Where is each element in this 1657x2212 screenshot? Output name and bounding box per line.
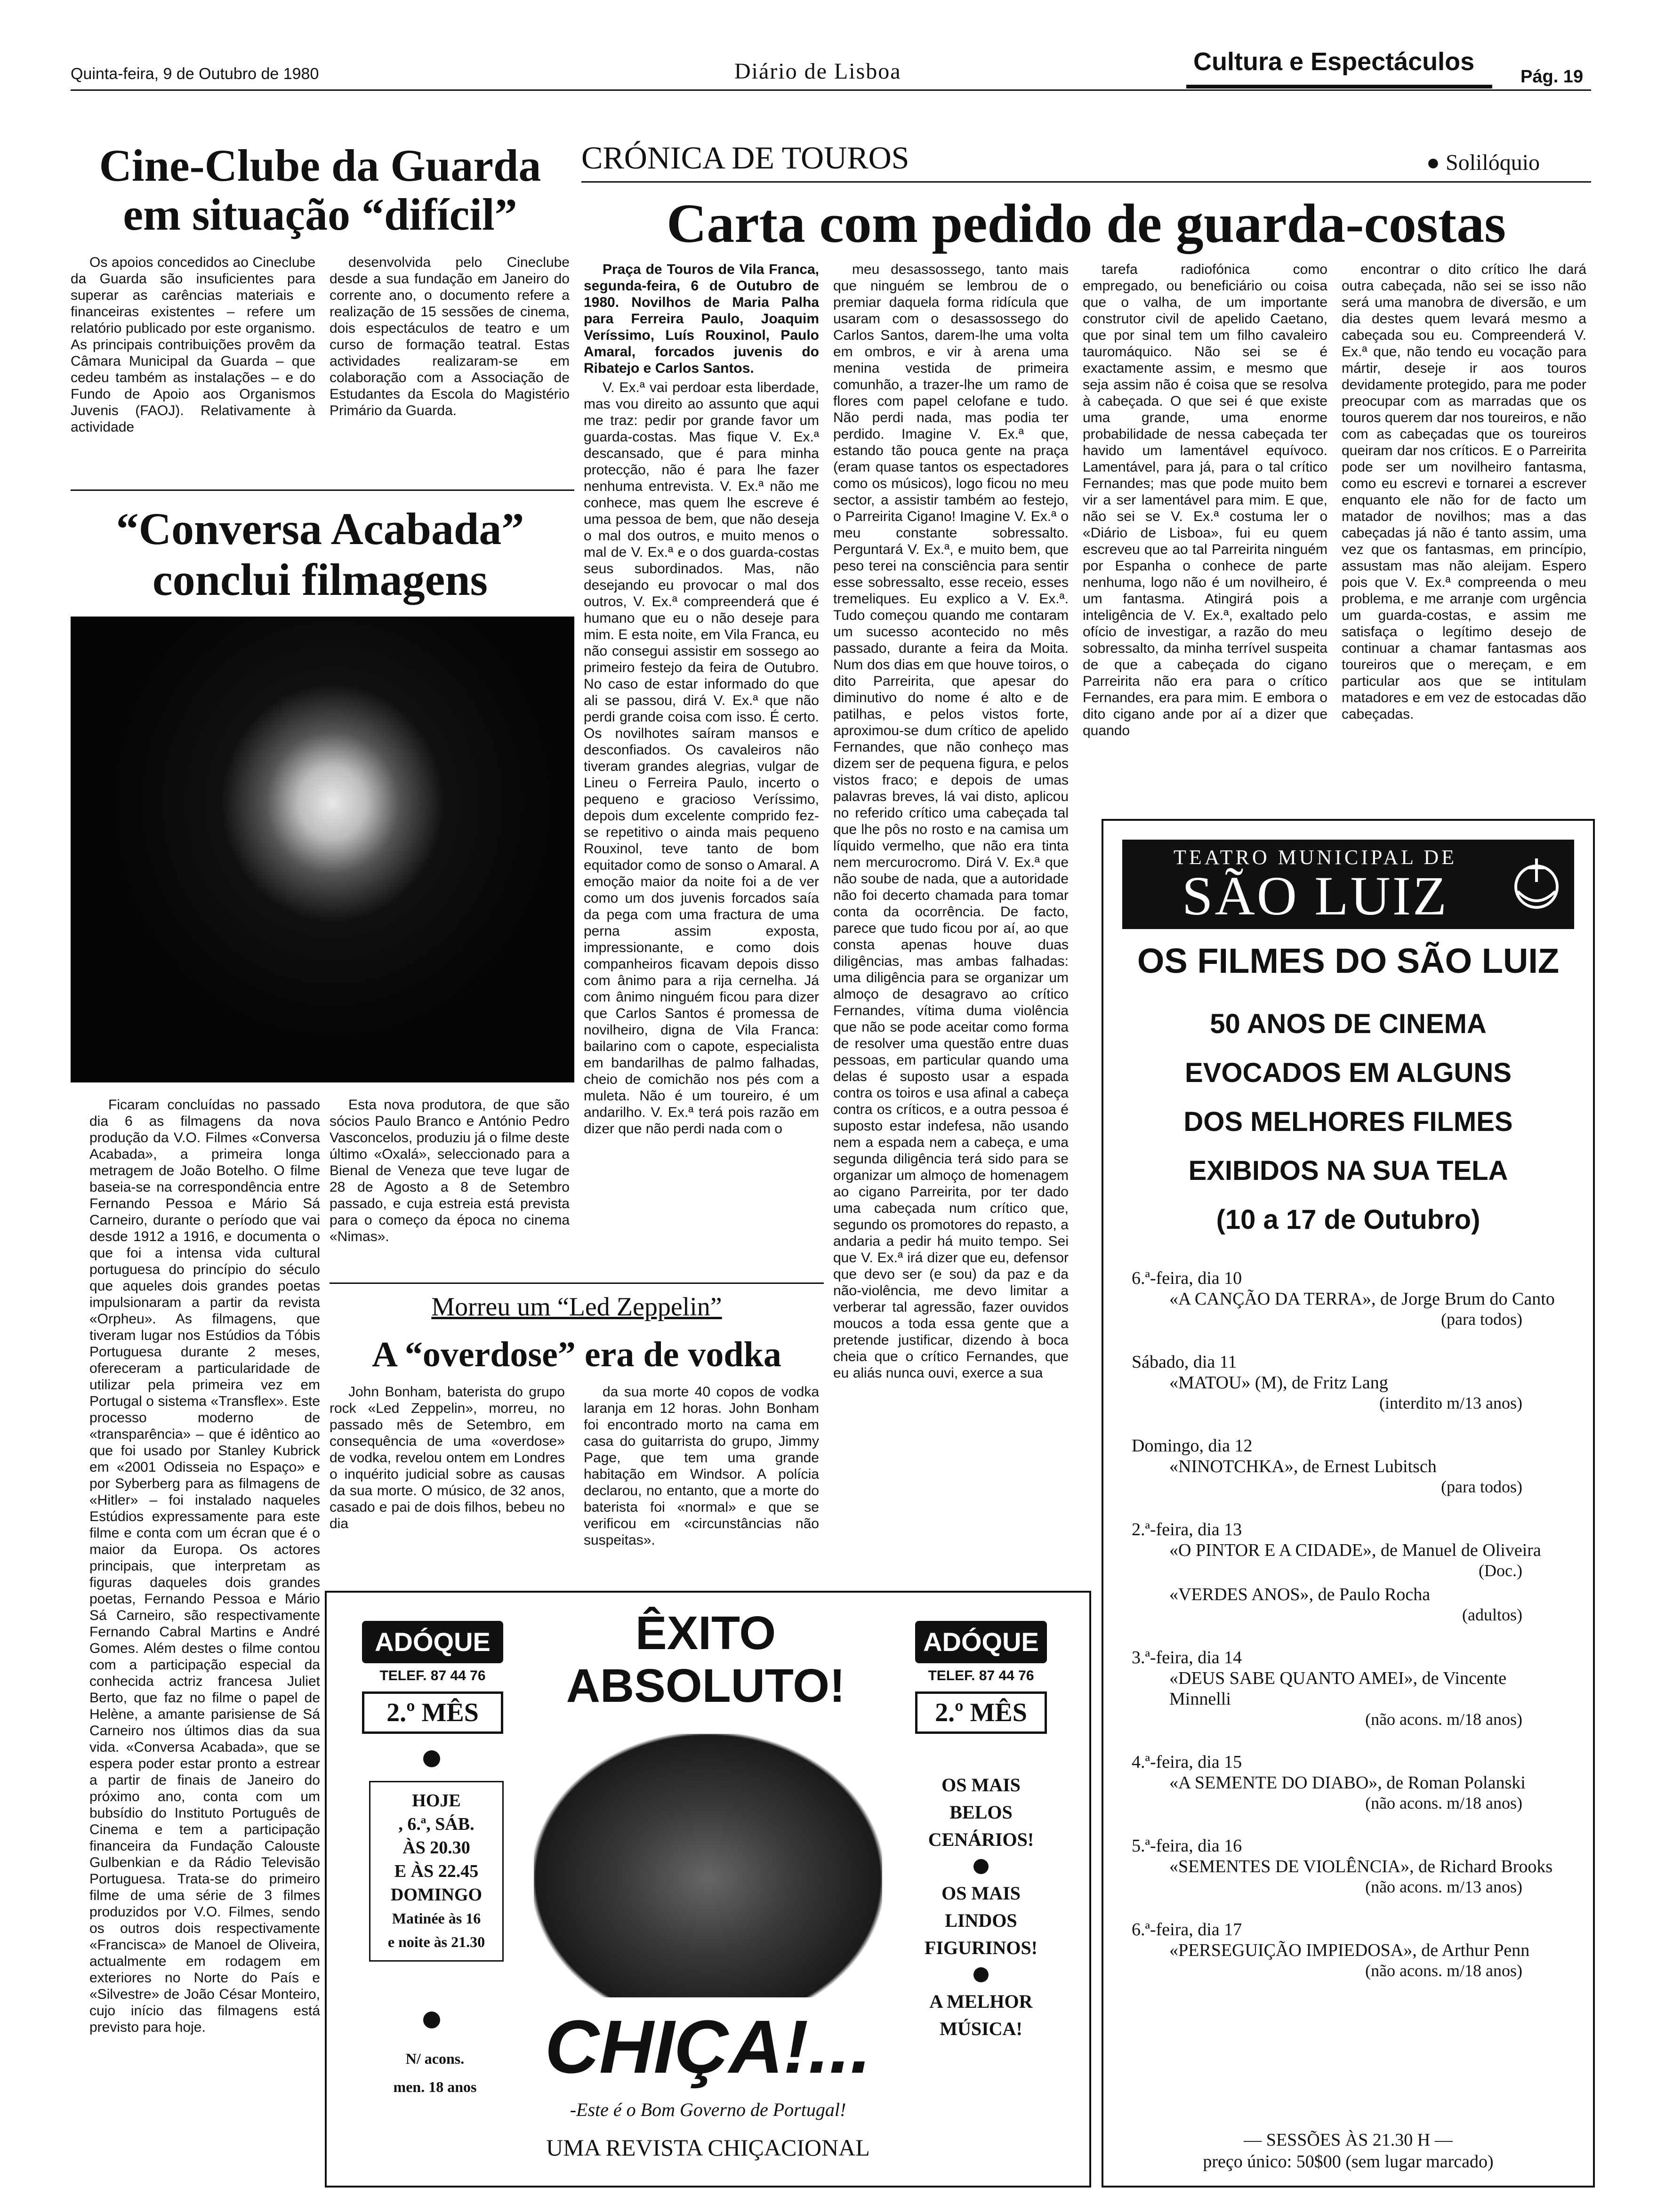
chica-ad-claim2: BELOS <box>949 1802 1013 1823</box>
theatre-emblem-icon <box>1508 854 1565 915</box>
chica-ad <box>325 1591 1091 2188</box>
saoluiz-ad <box>1102 819 1595 2188</box>
conversa-col2-text: Esta nova produtora, de que são sócios Paulo Branco e António Pedro Vasconcelos, produziu já o filme deste último «Oxalá», seleccionado para a Bienal de Veneza que teve lugar de 28 de Agosto a 8 de Setembro passado, e cuja estreia está prevista para o começo da época no cinema «Nimas». <box>330 1097 570 1244</box>
zeppelin-col2-text: da sua morte 40 copos de vodka laranja em 12 horas. John Bonham foi encontrado morto na cama em casa do guitarrista do grupo, Jimmy Page, que tem uma grande habitação em Windsor. A polícia declarou, no entanto, que a morte do baterista foi «normal» e que se verificou em «circunstâncias não suspeitas». <box>584 1384 819 1548</box>
masthead-section-rule <box>1186 85 1492 88</box>
chica-ad-claim8: MÚSICA! <box>940 2018 1022 2039</box>
saoluiz-ad-subtitle-line4: EXIBIDOS NA SUA TELA <box>1188 1155 1508 1186</box>
saoluiz-film-item <box>1132 1435 1569 1497</box>
chica-ad-domingo: DOMINGO <box>390 1885 483 1905</box>
masthead-section: Cultura e Espectáculos <box>1193 48 1475 76</box>
cronica-headline: Carta com pedido de guarda-costas <box>666 192 1506 254</box>
cronica-col1 <box>584 261 819 1259</box>
masthead-date: Quinta-feira, 9 de Outubro de 1980 <box>71 65 319 83</box>
saoluiz-film-rating: (adultos) <box>1462 1605 1522 1624</box>
saoluiz-ad-subtitle-line5: (10 a 17 de Outubro) <box>1216 1204 1480 1235</box>
chica-ad-right-claims <box>906 1771 1056 2043</box>
saoluiz-film-day: 3.ª-feira, dia 14 <box>1132 1648 1242 1667</box>
saoluiz-film-rating: (não acons. m/18 anos) <box>1365 1961 1522 1980</box>
chica-ad-right-logo-text: ADÓQUE <box>923 1627 1039 1657</box>
cronica-col2-text: meu desassossego, tanto mais que ninguém se lembrou de o premiar daquela forma ridícula que usaram com o desassossego do Carlos Santos, darem-lhe uma volta em ombros, e vir à arena uma menina vestida de primeira comunhão, a trazer-lhe um ramo de flores com papel celofane e tudo. Não perdi nada, mas podia ter perdido. Imagine V. Ex.ª que, estando tão pouca gente na praça (eram quase tantos os espectadores como os músicos), logo ficou no meu sector, a assistir também ao festejo, o Parreirita Cigano! Imagine V. Ex.ª o meu constante sobressalto. Perguntará V. Ex.ª, e muito bem, que peso terei na consciência para sentir esse sobressalto, esse receio, esses tremeliques. Eu explico a V. Ex.ª. Tudo começou quando me contaram um sucesso acontecido no mês passado, durante a feira da Moita. Num dos dias em que houve toiros, o dito Parreirita, que apesar do diminutivo do nome é alto e de patilhas, e pelos vistos forte, aproximou-se dum crítico de apelido Fernandes, que não conheço mas dizem ser de pequena figura, e pelos vistos fraco; e depois de umas palavras breves, lá vai disto, aplicou no referido crítico uma cabeçada tal que lhe pôs no rosto e na camisa um líquido vermelho, que não era tinta nem mercurocromo. Dirá V. Ex.ª que não soube de nada, que a autoridade não foi decerto chamada para tomar conta da ocorrência. De facto, parece que tudo ficou por aí, ao que consta apenas houve duas diligências, mas ambas falhadas: uma diligência para se organizar um almoço de desagravo ao crítico Fernandes, vítima duma violência que não se pode aceitar como forma de resolver uma questão entre duas pessoas, em particular quando uma delas é suposto usar a espada contra os toiros e usa afinal a cabeça contra os críticos, e a outra pessoa é suposto estar indefesa, não usando nem a espada nem a cabeça, e uma segunda diligência terá sido para se organizar um almoço de homenagem ao cigano Parreirita, por ter dado uma cabeçada num crítico que, segundo os promotores do repasto, a andaria a pedir há muito tempo. Sei que V. Ex.ª irá dizer que eu, defensor que devo ser (e sou) da paz e da não-violência, me devo limitar a verberar tal agressão, fazer ouvidos moucos a toda essa gente que a pretende justificar, dizendo à boca cheia que o crítico Fernandes, que eu aliás nunca ouvi, exerce a sua <box>833 262 1069 1381</box>
saoluiz-film-rating: (não acons. m/18 anos) <box>1365 1794 1522 1812</box>
cronica-col3-text: tarefa radiofónica como empregado, ou beneficiário ou coisa que o valha, de um importante construtor civil de apelido Caetano, que por sinal tem um filho cavaleiro tauromáquico. Não sei se é exactamente assim, e mesmo que seja assim não é coisa que se resolva à cabeçada. O que sei é que existe uma grande, uma enorme probabilidade de nessa cabeçada ter havido um lamentável equívoco. Lamentável, para já, para o tal crítico Fernandes; mas que pode muito bem vir a ser lamentável para mim. E que, não sei se V. Ex.ª costuma ler o «Diário de Lisboa», fui eu quem escreveu que ao tal Parreirita ninguém por Espanha o conhece de parte nenhuma, logo não é um novilheiro, é um fantasma. Atingirá pois a inteligência de V. Ex.ª, exaltado pelo ofício de investigar, a razão do meu sobressalto, da minha terrível suspeita de que a cabeçada do cigano Parreirita não era para o crítico Fernandes, era para mim. E embora o dito cigano ande por aí a dizer que quando <box>1083 262 1327 738</box>
conversa-col2 <box>330 1097 570 1285</box>
chica-ad-claim6: FIGURINOS! <box>924 1937 1038 1958</box>
chica-ad-left-dot <box>423 1750 440 1767</box>
saoluiz-film-title: «O PINTOR E A CIDADE», de Manuel de Oliveira <box>1169 1540 1541 1560</box>
chica-ad-claim5: LINDOS <box>945 1910 1017 1931</box>
conversa-col1 <box>89 1097 320 2188</box>
saoluiz-film-day: 6.ª-feira, dia 17 <box>1132 1920 1242 1940</box>
chica-ad-tagline: -Este é o Bom Governo de Portugal! <box>570 2099 846 2120</box>
saoluiz-film-item <box>1132 1584 1569 1625</box>
saoluiz-film-item <box>1132 1268 1569 1329</box>
saoluiz-film-item <box>1132 1919 1569 1980</box>
saoluiz-film-day: 4.ª-feira, dia 15 <box>1132 1752 1242 1772</box>
chica-ad-right-logo <box>915 1621 1047 1663</box>
cineclube-headline <box>71 141 570 239</box>
chica-ad-age: men. 18 anos <box>393 2078 477 2095</box>
cronica-col2 <box>833 261 1069 1574</box>
saoluiz-film-title: «NINOTCHKA», de Ernest Lubitsch <box>1169 1457 1437 1476</box>
cineclube-col1-text: Os apoios concedidos ao Cineclube da Guarda são insuficientes para superar as carências materiais e financeiras existentes – refere um relatório publicado por este organismo. As principais contribuições provêm da Câmara Municipal da Guarda – que cedeu também as instalações – e do Fundo de Apoio aos Organismos Juvenis (FAOJ). Relativamente à actividade <box>71 255 315 435</box>
saoluiz-ad-banner-line2: SÃO LUIZ <box>1182 865 1449 927</box>
saoluiz-ad-banner-line1: TEATRO MUNICIPAL DE <box>1173 846 1457 869</box>
chica-ad-claim-dot1 <box>973 1859 989 1874</box>
cronica-col4-text: encontrar o dito crítico lhe dará outra cabeçada, não sei se isso não será uma manobra de diversão, e um dia destes quem levará mesmo a cabeçada sou eu. Compreenderá V. Ex.ª que, não tendo eu vocação para mártir, deseje ir aos touros devidamente protegido, para me poder preocupar com as marradas que os touros querem dar nos toureiros, e não com as cabeçadas que os toureiros queiram dar nos críticos. E o Parreirita pode ser um novilheiro fantasma, como eu escrevi e tornarei a escrever enquanto ele não for de facto um matador de novilhos; mas a das cabeçadas já não é tanto assim, uma vez que os fantasmas, em princípio, assustam mas não aleijam. Espero pois que V. Ex.ª compreenda o meu problema, e me arranje com urgência um guarda-costas, e assim me satisfaça o legítimo desejo de continuar a chamar fantasmas aos toureiros que o mereçam, e em particular aos que se intitulam matadores e em vez de estocadas dão cabeçadas. <box>1342 262 1586 722</box>
cineclube-headline-line1: Cine-Clube da Guarda <box>99 140 541 191</box>
chica-ad-noite: e noite às 21.30 <box>387 1933 485 1950</box>
saoluiz-film-title: «MATOU» (M), de Fritz Lang <box>1169 1373 1388 1393</box>
chica-ad-hoje: HOJE <box>412 1791 461 1811</box>
chica-ad-left-logo <box>362 1621 503 1663</box>
saoluiz-film-item <box>1132 1647 1569 1729</box>
conversa-headline <box>71 504 570 605</box>
saoluiz-film-item <box>1132 1835 1569 1897</box>
cineclube-col2 <box>330 254 570 480</box>
saoluiz-film-title: «SEMENTES DE VIOLÊNCIA», de Richard Brooks <box>1169 1857 1553 1876</box>
masthead <box>0 0 1657 94</box>
saoluiz-film-title: «DEUS SABE QUANTO AMEI», de Vincente Minnelli <box>1169 1668 1507 1709</box>
conversa-headline-line2: conclui filmagens <box>153 554 488 605</box>
chica-ad-rating <box>369 2044 501 2101</box>
saoluiz-film-item <box>1132 1352 1569 1413</box>
chica-ad-claim-dot2 <box>973 1967 989 1982</box>
zeppelin-top-rule <box>330 1282 824 1284</box>
saoluiz-film-day: 6.ª-feira, dia 10 <box>1132 1268 1242 1288</box>
chica-ad-exito <box>524 1607 887 1712</box>
conversa-col1-text: Ficaram concluídas no passado dia 6 as filmagens da nova produção da V.O. Filmes «Conversa Acabada», a primeira longa metragem de João Botelho. O filme baseia-se na correspondência entre Fernando Pessoa e Mário Sá Carneiro, durante o período que vai desde 1912 a 1916, e documenta o que foi a intensa vida cultural portuguesa do princípio do século que aqueles dois grandes poetas impulsionaram a partir da revista «Orpheu». As filmagens, que tiveram lugar nos Estúdios da Tóbis Portuguesa durante 2 meses, ofereceram a particularidade de utilizar pela primeira vez em Portugal o sistema «Transflex». Este processo moderno de «transparência» – que é idêntico ao que foi usado por Stanley Kubrick em «2001 Odisseia no Espaço» e por Syberberg para as filmagens de «Hitler» – foi instalado naqueles Estúdios expressamente para este filme e conta com um écran que é o maior da Europa. Os actores principais, que interpretam as figuras daqueles dois grandes poetas, Fernando Pessoa e Mário Sá Carneiro, são respectivamente Fernando Cabral Martins e André Gomes. Além destes o filme contou com a participação especial da conhecida actriz francesa Juliet Berto, que faz no filme o papel de Helène, a amante parisiense de Sá Carneiro nos últimos dias da sua vida. «Conversa Acabada», que se espera poder estar pronto a estrear a partir de finais de Janeiro do próximo ano, conta com um bubsídio do Instituto Português de Cinema e tem a participação financeira da Fundação Calouste Gulbenkian e da Rádio Televisão Portuguesa. Trata-se do primeiro filme de uma série de 3 filmes produzidos por V.O. Filmes, sendo os outros dois respectivamente «Francisca» de Manoel de Oliveira, actualmente em rodagem em exteriores no Norte do País e «Silvestre» de João César Monteiro, cujo início das filmagens está previsto para hoje. <box>89 1097 320 2035</box>
zeppelin-kicker: Morreu um “Led Zeppelin” <box>431 1292 722 1322</box>
saoluiz-ad-sessions: — SESSÕES ÀS 21.30 H — <box>1244 2130 1453 2150</box>
saoluiz-film-day: 5.ª-feira, dia 16 <box>1132 1836 1242 1856</box>
chica-ad-left-month: 2.º MÊS <box>362 1691 503 1734</box>
saoluiz-film-day: 2.ª-feira, dia 13 <box>1132 1520 1242 1539</box>
saoluiz-film-rating: (para todos) <box>1441 1477 1522 1496</box>
saoluiz-film-item <box>1132 1519 1569 1580</box>
zeppelin-col1-text: John Bonham, baterista do grupo rock «Led Zeppelin», morreu, no passado mês de Setembro, em consequência de uma «overdose» de vodka, revelou ontem em Londres o inquérito judicial sobre as causas da sua morte. O músico, de 32 anos, casado e pai de dois filhos, bebeu no dia <box>330 1384 565 1531</box>
chica-ad-claim1: OS MAIS <box>941 1774 1021 1795</box>
chica-ad-left-logo-text: ADÓQUE <box>375 1627 491 1657</box>
chica-ad-cast-photo <box>534 1734 882 1997</box>
conversa-photo <box>71 617 574 1082</box>
chica-ad-left-phone: TELEF. 87 44 76 <box>379 1668 486 1683</box>
chica-ad-footer: UMA REVISTA CHIÇACIONAL <box>546 2134 870 2161</box>
cronica-lead: Praça de Touros de Vila Franca, segunda-feira, 6 de Outubro de 1980. Novilhos de Maria Palha para Ferreira Paulo, Joaquim Veríssimo, Luís Rouxinol, Paulo Amaral, forcados juvenis do Ribatejo e Carlos Santos. <box>584 262 819 376</box>
saoluiz-ad-title: OS FILMES DO SÃO LUIZ <box>1137 941 1560 980</box>
cronica-kicker: CRÓNICA DE TOUROS <box>581 140 909 176</box>
saoluiz-ad-subtitle-line1: 50 ANOS DE CINEMA <box>1210 1009 1487 1039</box>
chica-ad-claim3: CENÁRIOS! <box>928 1829 1034 1850</box>
chica-ad-time2: E ÀS 22.45 <box>394 1861 479 1881</box>
cineclube-col2-text: desenvolvida pelo Cineclube desde a sua fundação em Janeiro do corrente ano, o documento refere a realização de 15 sessões de cinema, dois espectáculos de teatro e um curso de formação teatral. Estas actividades realizaram-se em colaboração com a Associação de Estudantes da Escola do Magistério Primário da Guarda. <box>330 255 570 418</box>
saoluiz-ad-footer <box>1103 2129 1593 2172</box>
cronica-col3 <box>1083 261 1327 798</box>
zeppelin-headline: A “overdose” era de vodka <box>372 1335 781 1374</box>
saoluiz-film-rating: (interdito m/13 anos) <box>1379 1394 1522 1412</box>
chica-ad-claim7: A MELHOR <box>929 1991 1033 2012</box>
saoluiz-ad-subtitle-line3: DOS MELHORES FILMES <box>1183 1106 1513 1137</box>
masthead-paper-name: Diário de Lisboa <box>734 59 901 84</box>
chica-ad-exito-line1: ÊXITO <box>635 1607 776 1659</box>
saoluiz-ad-price: preço único: 50$00 (sem lugar marcado) <box>1203 2152 1494 2172</box>
cronica-soliloquio: ● Solilóquio <box>1426 150 1540 175</box>
chica-ad-exito-line2: ABSOLUTO! <box>566 1659 845 1712</box>
chica-ad-right-phone: TELEF. 87 44 76 <box>928 1668 1034 1683</box>
cineclube-col1 <box>71 254 315 480</box>
chica-ad-days: , 6.ª, SÁB. <box>398 1814 475 1834</box>
saoluiz-film-item <box>1132 1752 1569 1813</box>
saoluiz-ad-subtitle <box>1103 1000 1593 1244</box>
cronica-col1-text: V. Ex.ª vai perdoar esta liberdade, mas vou direito ao assunto que aqui me traz: pedir por grande favor um guarda-costas. Mas fique V. Ex.ª descansado, que é para minha protecção, não é para lhe fazer nenhuma entrevista. V. Ex.ª não me conhece, mas quem lhe escreve é uma pessoa de bem, que não deseja o mal dos outros, e muito menos o mal de V. Ex.ª e o dos guarda-costas seus subordinados. Mas, não desejando eu provocar o mal dos outros, V. Ex.ª compreenderá que é humano que eu o não deseje para mim. E esta noite, em Vila Franca, eu não consegui assistir em sossego ao primeiro festejo da feira de Outubro. No caso de estar informado do que ali se passou, dirá V. Ex.ª que não perdi grande coisa com isso. É certo. Os novilhotes saíram mansos e desconfiados. Os cavaleiros não tiveram grandes alegrias, vulgar de Lineu o Ferreira Paulo, incerto o pequeno e gracioso Veríssimo, depois dum excelente comprido fez-se repetitivo o ainda mais pequeno Rouxinol, teve tanto de bom equitador como de sonso o Amaral. A emoção maior da noite foi a de ver como um dos juvenis forcados saía da pega com uma fractura de uma perna assim exposta, impressionante, e como dois companheiros ficavam depois disso com ânimo para a rija cernelha. Já com ânimo ninguém ficou para dizer que Carlos Santos é promessa de novilheiro, digna de Vila Franca: bailarino com o capote, especialista em bandarilhas de palmo falhadas, cheio de comichão nos pés com a muleta. Não é um toureiro, é um andarilho. V. Ex.ª terá pois razão em dizer que não perdi nada com o <box>584 380 819 1137</box>
conversa-headline-line1: “Conversa Acabada” <box>116 504 524 554</box>
chica-ad-claim4: OS MAIS <box>941 1883 1021 1904</box>
cineclube-headline-line2: em situação “difícil” <box>123 189 517 240</box>
saoluiz-film-list <box>1132 1268 1569 2003</box>
saoluiz-film-title: «VERDES ANOS», de Paulo Rocha <box>1169 1585 1431 1604</box>
chica-ad-matinee: Matinée às 16 <box>392 1910 481 1927</box>
cronica-col4 <box>1342 261 1586 798</box>
chica-ad-right-month: 2.º MÊS <box>915 1691 1047 1734</box>
cronica-kicker-rule <box>581 181 1591 183</box>
chica-ad-acons: N/ acons. <box>405 2050 465 2067</box>
chica-ad-schedule <box>369 1781 504 1962</box>
chica-ad-show-title: CHIÇA!... <box>545 2004 871 2089</box>
masthead-page: Pág. 19 <box>1520 67 1584 87</box>
saoluiz-ad-subtitle-line2: EVOCADOS EM ALGUNS <box>1185 1058 1512 1088</box>
masthead-rule <box>71 89 1591 91</box>
saoluiz-film-rating: (Doc.) <box>1479 1561 1522 1580</box>
zeppelin-col1 <box>330 1384 565 1577</box>
zeppelin-col2 <box>584 1384 819 1577</box>
saoluiz-film-day: Sábado, dia 11 <box>1132 1352 1237 1372</box>
saoluiz-film-title: «A SEMENTE DO DIABO», de Roman Polanski <box>1169 1773 1526 1793</box>
cineclube-divider <box>71 489 574 491</box>
chica-ad-left-dot2 <box>423 2012 440 2028</box>
saoluiz-film-title: «PERSEGUIÇÃO IMPIEDOSA», de Arthur Penn <box>1169 1940 1530 1960</box>
saoluiz-ad-banner <box>1122 840 1574 929</box>
saoluiz-film-rating: (não acons. m/18 anos) <box>1365 1710 1522 1729</box>
saoluiz-film-rating: (para todos) <box>1441 1310 1522 1329</box>
saoluiz-film-rating: (não acons. m/13 anos) <box>1365 1877 1522 1896</box>
chica-ad-time1: ÀS 20.30 <box>402 1838 470 1858</box>
saoluiz-film-title: «A CANÇÃO DA TERRA», de Jorge Brum do Canto <box>1169 1289 1555 1309</box>
saoluiz-film-day: Domingo, dia 12 <box>1132 1436 1253 1456</box>
